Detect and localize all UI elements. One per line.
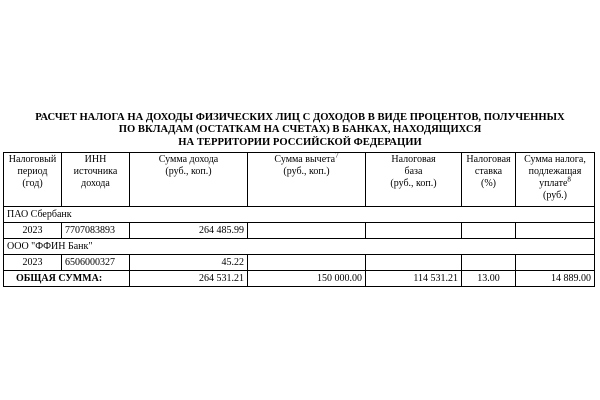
header-period: Налоговый период (год) (4, 153, 62, 207)
total-income: 264 531.21 (130, 271, 248, 287)
footnote-marker: 8 (567, 175, 571, 184)
header-inn: ИНН источника дохода (62, 153, 130, 207)
table-row (4, 255, 595, 271)
total-label: ОБЩАЯ СУММА: (4, 271, 130, 287)
table-header-row (4, 153, 595, 207)
bank-name: ООО "ФФИН Банк" (4, 239, 130, 255)
deduction-cell (248, 223, 366, 239)
total-tax-due: 14 889.00 (516, 271, 595, 287)
table-row (4, 223, 595, 239)
deduction-cell (248, 255, 366, 271)
header-tax-rate: Налоговая ставка (%) (462, 153, 516, 207)
total-tax-base: 114 531.21 (366, 271, 462, 287)
year-cell: 2023 (4, 255, 62, 271)
bank-name-row (4, 239, 595, 255)
bank-name-row (4, 207, 595, 223)
title-line-2: ПО ВКЛАДАМ (ОСТАТКАМ НА СЧЕТАХ) В БАНКАХ, НАХОДЯЩИХСЯ (118, 124, 482, 136)
year-cell: 2023 (4, 223, 62, 239)
title-line-1: РАСЧЕТ НАЛОГА НА ДОХОДЫ ФИЗИЧЕСКИХ ЛИЦ С ДОХОДОВ В ВИДЕ ПРОЦЕНТОВ, ПОЛУЧЕННЫХ (35, 112, 565, 123)
total-deduction: 150 000.00 (248, 271, 366, 287)
income-cell: 264 485.99 (130, 223, 248, 239)
bank-name: ПАО Сбербанк (4, 207, 130, 223)
header-deduction: Сумма вычета$^7$ (руб., коп.) (248, 153, 366, 207)
total-row (4, 271, 595, 287)
document-title (0, 112, 600, 149)
header-tax-base: Налоговая база (руб., коп.) (366, 153, 462, 207)
title-line-3: НА ТЕРРИТОРИИ РОССИЙСКОЙ ФЕДЕРАЦИИ (178, 136, 422, 148)
inn-cell: 7707083893 (62, 223, 130, 239)
tax-rate-cell (462, 255, 516, 271)
tax-rate-cell (462, 223, 516, 239)
header-tax-due: Сумма налога, подлежащая уплате$^8$ (руб.) (516, 153, 595, 207)
tax-calculation-table (3, 152, 595, 287)
total-tax-rate: 13.00 (462, 271, 516, 287)
tax-base-cell (366, 255, 462, 271)
header-income: Сумма дохода (руб., коп.) (130, 153, 248, 207)
tax-due-cell (516, 255, 595, 271)
footnote-marker: 7 (335, 151, 339, 160)
tax-base-cell (366, 223, 462, 239)
inn-cell: 6506000327 (62, 255, 130, 271)
income-cell: 45.22 (130, 255, 248, 271)
tax-due-cell (516, 223, 595, 239)
